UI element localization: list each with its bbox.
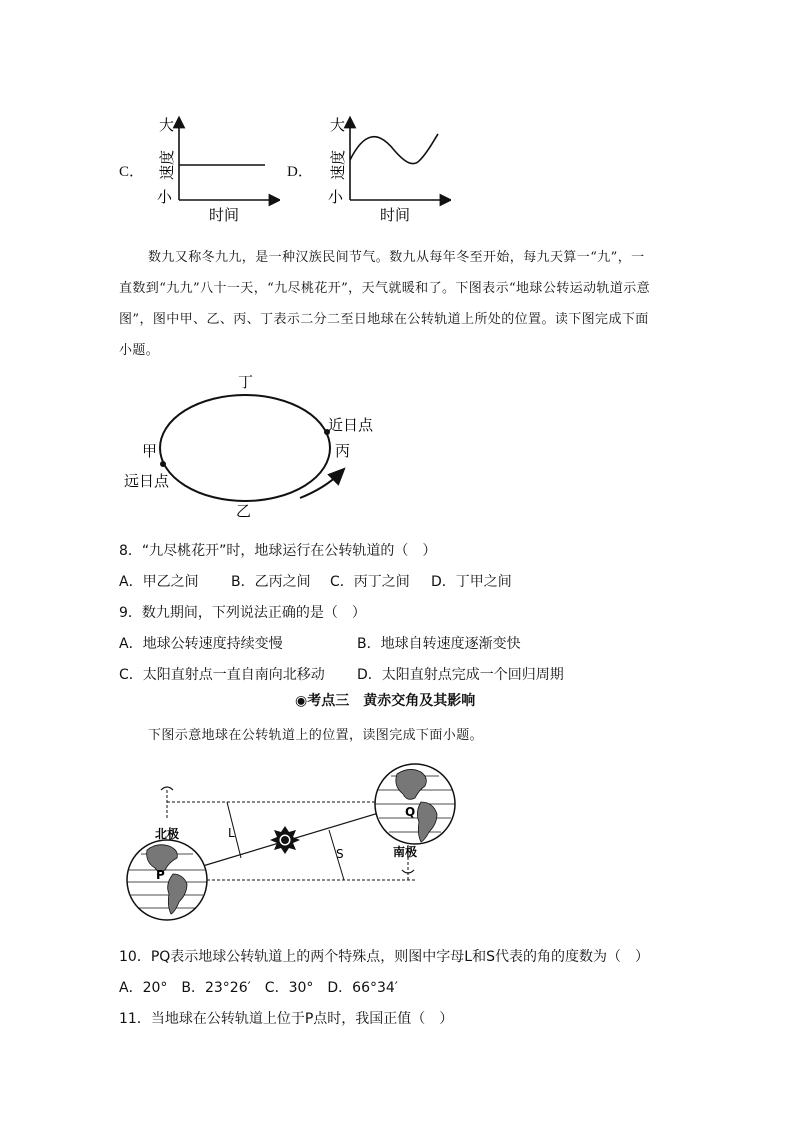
section-intro: 下图示意地球在公转轨道上的位置，读图完成下面小题。 (148, 728, 484, 743)
label-perihelion: 近日点 (328, 416, 374, 434)
label-aphelion: 远日点 (124, 472, 170, 490)
south-rotation-arrow (402, 870, 414, 873)
q8-option-d[interactable]: D．丁甲之间 (431, 574, 512, 590)
q8-option-b[interactable]: B．乙丙之间 (231, 574, 311, 590)
orbit-ellipse (160, 395, 330, 501)
x-axis-label: 时间 (209, 206, 240, 224)
earth-p-globe (127, 840, 207, 920)
q9-option-d[interactable]: D．太阳直射点完成一个回归周期 (357, 667, 564, 683)
intro-line-2: 直数到“九九”八十一天，“九尽桃花开”，天气就暖和了。下图表示“地球公转运动轨道示意 (119, 281, 651, 296)
q10-options[interactable]: A．20° B．23°26′ C．30° D．66°34′ (119, 980, 398, 996)
speed-line-wave (350, 134, 438, 164)
earth-q-globe (375, 764, 455, 844)
y-axis-label: 速度 (329, 149, 347, 180)
x-axis-label: 时间 (380, 206, 411, 224)
y-bottom-label: 小 (328, 188, 344, 206)
question-10-stem: 10．PQ表示地球公转轨道上的两个特殊点，则图中字母L和S代表的角的度数为（ ） (119, 949, 649, 965)
q9-option-b[interactable]: B．地球自转速度逐渐变快 (357, 636, 521, 652)
label-q: Q (405, 805, 416, 819)
question-11-stem: 11．当地球在公转轨道上位于P点时，我国正值（ ） (119, 1011, 454, 1027)
orbit-diagram (110, 368, 400, 523)
label-p: P (156, 868, 165, 882)
q8-option-a[interactable]: A．甲乙之间 (119, 574, 199, 590)
earth-orbit-tilt-diagram (115, 760, 465, 930)
q9-option-c[interactable]: C．太阳直射点一直自南向北移动 (119, 667, 325, 683)
question-9-stem: 9．数九期间，下列说法正确的是（ ） (119, 605, 366, 621)
label-south-pole: 南极 (393, 845, 418, 859)
intro-line-3: 图”，图中甲、乙、丙、丁表示二分二至日地球在公转轨道上所处的位置。读下图完成下面 (119, 312, 649, 327)
aphelion-dot (160, 461, 166, 467)
option-letter-c: C． (119, 164, 145, 180)
speed-graph-c (145, 112, 280, 224)
question-8-stem: 8．“九尽桃花开”时，地球运行在公转轨道的（ ） (119, 543, 437, 559)
intro-line-1: 数九又称冬九九，是一种汉族民间节气。数九从每年冬至开始，每九天算一“九”，一 (148, 250, 645, 265)
y-bottom-label: 小 (157, 188, 173, 206)
label-bing: 丙 (335, 442, 351, 460)
section-heading: ◉考点三 黄赤交角及其影响 (295, 693, 476, 709)
label-north-pole: 北极 (155, 827, 180, 841)
north-rotation-arrow (161, 787, 173, 790)
label-ding: 丁 (238, 373, 254, 391)
q9-option-a[interactable]: A．地球公转速度持续变慢 (119, 636, 283, 652)
q8-option-c[interactable]: C．丙丁之间 (330, 574, 410, 590)
label-s: S (336, 847, 344, 861)
y-axis-label: 速度 (158, 149, 176, 180)
label-yi: 乙 (236, 502, 252, 520)
sun-icon (270, 826, 300, 854)
speed-graph-d (316, 112, 451, 224)
intro-line-4: 小题。 (119, 343, 160, 358)
y-top-label: 大 (330, 116, 346, 134)
y-top-label: 大 (159, 116, 175, 134)
label-l: L (228, 826, 235, 840)
option-letter-d: D． (287, 164, 313, 180)
label-jia: 甲 (142, 442, 158, 460)
